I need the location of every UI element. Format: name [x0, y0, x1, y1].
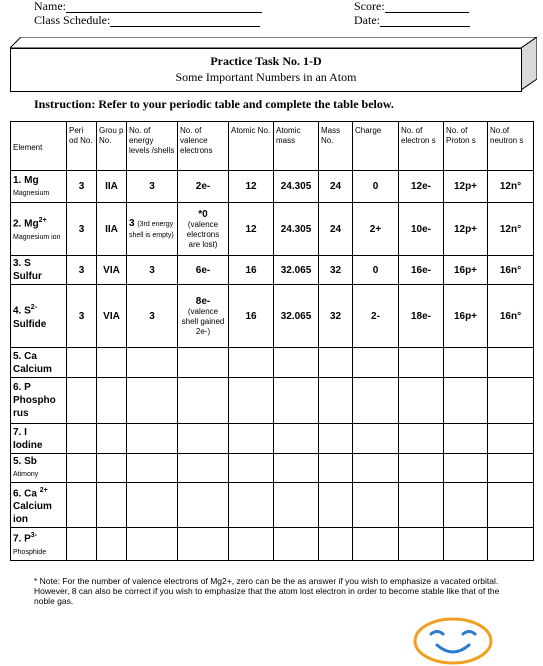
- mass-no-cell: 24: [319, 203, 353, 256]
- atomic-mass-cell: 32.065: [274, 285, 319, 348]
- table-row: [11, 203, 534, 256]
- element-sub: Phosphide: [13, 548, 47, 556]
- date-field: [354, 14, 470, 27]
- answer-cell[interactable]: [127, 424, 178, 454]
- group-cell: VIA: [97, 256, 127, 285]
- answer-cell[interactable]: [353, 454, 399, 483]
- atomic-mass-cell: 32.065: [274, 256, 319, 285]
- element-cell: 4. $S^{2-}$ Sulfide: [11, 285, 67, 348]
- answer-cell[interactable]: [178, 348, 229, 378]
- valence-cell: 6e-: [178, 256, 229, 285]
- answer-cell[interactable]: [67, 378, 97, 424]
- answer-cell[interactable]: [488, 454, 534, 483]
- banner-bevel-side: [521, 37, 537, 91]
- protons-cell: 12p+: [444, 171, 488, 203]
- banner-bevel-top: [10, 37, 537, 48]
- element-symbol: 5. Sb: [13, 456, 37, 467]
- answer-cell[interactable]: [127, 378, 178, 424]
- answer-cell[interactable]: [319, 528, 353, 560]
- answer-cell[interactable]: [127, 483, 178, 528]
- answer-cell[interactable]: [353, 483, 399, 528]
- table-row: [11, 285, 534, 348]
- atomic-mass-cell: 24.305: [274, 171, 319, 203]
- answer-cell[interactable]: [229, 348, 274, 378]
- answer-cell[interactable]: [229, 528, 274, 560]
- col-group: Grou p No.: [97, 122, 127, 171]
- answer-cell[interactable]: [444, 528, 488, 560]
- answer-cell[interactable]: [444, 483, 488, 528]
- answer-cell[interactable]: [67, 348, 97, 378]
- answer-cell[interactable]: [97, 424, 127, 454]
- table-row: [11, 348, 534, 378]
- answer-cell[interactable]: [444, 348, 488, 378]
- answer-cell[interactable]: [97, 454, 127, 483]
- table-row: [11, 528, 534, 560]
- answer-cell[interactable]: [488, 378, 534, 424]
- charge-cell: 2-: [353, 285, 399, 348]
- element-sub: Atimony: [13, 471, 39, 478]
- valence-note: (valence shell gained 2e-): [181, 306, 225, 336]
- answer-cell[interactable]: [274, 424, 319, 454]
- answer-cell[interactable]: [399, 378, 444, 424]
- mass-no-cell: 32: [319, 285, 353, 348]
- element-cell: [11, 424, 67, 454]
- atom-table: [10, 121, 534, 561]
- element-name: Phospho rus: [13, 395, 56, 419]
- element-name: Sulfur: [13, 271, 42, 282]
- protons-cell: 16p+: [444, 256, 488, 285]
- charge-cell: 2+: [353, 203, 399, 256]
- electrons-cell: 16e-: [399, 256, 444, 285]
- col-atomic-no: Atomic No.: [229, 122, 274, 171]
- table-header-row: [11, 122, 534, 171]
- neutrons-cell: 16n°: [488, 256, 534, 285]
- period-cell: 3: [67, 171, 97, 203]
- answer-cell[interactable]: [178, 483, 229, 528]
- instruction-text: Instruction: Refer to your periodic table and complete the table below.: [34, 97, 394, 111]
- answer-cell[interactable]: [353, 528, 399, 560]
- answer-cell[interactable]: [444, 378, 488, 424]
- atomic-no-cell: 16: [229, 285, 274, 348]
- table-row: [11, 424, 534, 454]
- col-electrons: No. of electron s: [399, 122, 444, 171]
- answer-cell[interactable]: [353, 348, 399, 378]
- col-element: Element: [11, 122, 67, 171]
- answer-cell[interactable]: [319, 483, 353, 528]
- answer-cell[interactable]: [178, 454, 229, 483]
- col-protons: No. of Proton s: [444, 122, 488, 171]
- answer-cell[interactable]: [127, 528, 178, 560]
- answer-cell[interactable]: [97, 348, 127, 378]
- answer-cell[interactable]: [67, 454, 97, 483]
- answer-cell[interactable]: [488, 424, 534, 454]
- element-symbol: 6. P: [13, 382, 31, 393]
- col-period: Peri od No.: [67, 122, 97, 171]
- mass-no-cell: 32: [319, 256, 353, 285]
- answer-cell[interactable]: [229, 483, 274, 528]
- electrons-cell: 18e-: [399, 285, 444, 348]
- answer-cell[interactable]: [178, 378, 229, 424]
- atomic-mass-cell: 24.305: [274, 203, 319, 256]
- answer-cell[interactable]: [127, 348, 178, 378]
- neutrons-cell: 16n°: [488, 285, 534, 348]
- charge-cell: 0: [353, 171, 399, 203]
- answer-cell[interactable]: [319, 454, 353, 483]
- class-schedule-label: Class Schedule:: [34, 13, 111, 27]
- element-sub: Magnesium ion: [13, 233, 61, 241]
- period-cell: 3: [67, 285, 97, 348]
- element-name: Iodine: [13, 439, 43, 451]
- period-cell: 3: [67, 203, 97, 256]
- valence-value: *0: [198, 208, 208, 220]
- levels-cell: [127, 203, 178, 256]
- banner-title: Practice Task No. 1-D: [210, 54, 322, 68]
- answer-cell[interactable]: [399, 454, 444, 483]
- answer-cell[interactable]: [399, 483, 444, 528]
- protons-cell: 16p+: [444, 285, 488, 348]
- element-cell: [11, 256, 67, 285]
- electrons-cell: 12e-: [399, 171, 444, 203]
- answer-cell[interactable]: [274, 528, 319, 560]
- answer-cell[interactable]: [274, 348, 319, 378]
- table-row: [11, 483, 534, 528]
- answer-cell[interactable]: [353, 424, 399, 454]
- valence-cell: [178, 285, 229, 348]
- neutrons-cell: 12n°: [488, 203, 534, 256]
- element-cell: [11, 378, 67, 424]
- answer-cell[interactable]: [488, 483, 534, 528]
- levels-cell: 3: [127, 256, 178, 285]
- answer-cell[interactable]: [444, 424, 488, 454]
- answer-cell[interactable]: [399, 528, 444, 560]
- answer-cell[interactable]: [319, 424, 353, 454]
- valence-cell: [178, 203, 229, 256]
- element-cell: [11, 348, 67, 378]
- element-name: Calcium ion: [13, 501, 52, 526]
- valence-value: 8e-: [195, 295, 211, 307]
- table-row: [11, 378, 534, 424]
- answer-cell[interactable]: [178, 528, 229, 560]
- group-cell: IIA: [97, 171, 127, 203]
- col-neutrons: No.of neutron s: [488, 122, 534, 171]
- banner: [10, 48, 522, 92]
- table-row: [11, 171, 534, 203]
- class-schedule-field: [34, 14, 260, 27]
- name-line[interactable]: [66, 1, 262, 13]
- valence-cell: 2e-: [178, 171, 229, 203]
- date-line[interactable]: [380, 15, 470, 27]
- levels-value: 3: [129, 218, 135, 229]
- col-atomic-mass: Atomic mass: [274, 122, 319, 171]
- col-charge: Charge: [353, 122, 399, 171]
- element-cell: 7. $P^{3-}$ Phosphide: [11, 528, 67, 560]
- element-name: Calcium: [13, 363, 52, 375]
- name-field: [34, 0, 262, 13]
- answer-cell[interactable]: [488, 528, 534, 560]
- neutrons-cell: 12n°: [488, 171, 534, 203]
- banner-subtitle: Some Important Numbers in an Atom: [175, 70, 357, 84]
- element-cell: 6. Ca $^{2+}$ Calcium ion: [11, 483, 67, 528]
- protons-cell: 12p+: [444, 203, 488, 256]
- answer-cell[interactable]: [488, 348, 534, 378]
- electrons-cell: 10e-: [399, 203, 444, 256]
- answer-cell[interactable]: [229, 424, 274, 454]
- charge-cell: 0: [353, 256, 399, 285]
- answer-cell[interactable]: [353, 378, 399, 424]
- element-sub: Magnesium: [13, 189, 50, 197]
- answer-cell[interactable]: [274, 483, 319, 528]
- element-name: Sulfide: [13, 318, 47, 330]
- col-valence: No. of valence electrons: [178, 122, 229, 171]
- element-symbol: 7. I: [13, 426, 27, 438]
- answer-cell[interactable]: [67, 424, 97, 454]
- answer-cell[interactable]: [319, 378, 353, 424]
- answer-cell[interactable]: [229, 378, 274, 424]
- period-cell: 3: [67, 256, 97, 285]
- date-label: Date:: [354, 13, 380, 27]
- answer-cell[interactable]: [444, 454, 488, 483]
- answer-cell[interactable]: [178, 424, 229, 454]
- answer-cell[interactable]: [127, 454, 178, 483]
- element-symbol: 3. S: [13, 258, 31, 269]
- answer-cell[interactable]: [97, 378, 127, 424]
- answer-cell[interactable]: [319, 348, 353, 378]
- mass-no-cell: 24: [319, 171, 353, 203]
- footnote: * Note: For the number of valence electrons of Mg2+, zero can be the as answer if you wish to emphasize a vacated orbital. However, 8 can also be correct if you wish to emphasize that the atom lost electron in order to become stable like that of the noble gas.: [34, 576, 500, 606]
- score-field: [354, 0, 469, 13]
- score-label: Score:: [354, 0, 385, 13]
- atomic-no-cell: 12: [229, 203, 274, 256]
- atomic-no-cell: 16: [229, 256, 274, 285]
- answer-cell[interactable]: [97, 528, 127, 560]
- levels-cell: 3: [127, 285, 178, 348]
- atomic-no-cell: 12: [229, 171, 274, 203]
- table-row: [11, 256, 534, 285]
- answer-cell[interactable]: [67, 483, 97, 528]
- answer-cell[interactable]: [274, 378, 319, 424]
- element-cell: 2. $Mg^{2+}$ Magnesium ion: [11, 203, 67, 256]
- element-symbol: 5. Ca: [13, 350, 37, 362]
- levels-cell: 3: [127, 171, 178, 203]
- answer-cell[interactable]: [229, 454, 274, 483]
- answer-cell[interactable]: [97, 483, 127, 528]
- smiley-icon: [413, 617, 493, 665]
- answer-cell[interactable]: [67, 528, 97, 560]
- valence-note: (valence electrons are lost): [186, 219, 220, 249]
- class-schedule-line[interactable]: [110, 15, 260, 27]
- col-energy-levels: No. of energy levels /shells: [127, 122, 178, 171]
- answer-cell[interactable]: [399, 348, 444, 378]
- element-cell: [11, 171, 67, 203]
- levels-note: (3rd energy shell is empty): [129, 221, 174, 239]
- answer-cell[interactable]: [274, 454, 319, 483]
- element-cell: [11, 454, 67, 483]
- element-symbol: 1. Mg: [13, 174, 39, 186]
- name-label: Name:: [34, 0, 66, 13]
- score-line[interactable]: [385, 1, 469, 13]
- group-cell: IIA: [97, 203, 127, 256]
- group-cell: VIA: [97, 285, 127, 348]
- col-mass-no: Mass No.: [319, 122, 353, 171]
- answer-cell[interactable]: [399, 424, 444, 454]
- table-row: [11, 454, 534, 483]
